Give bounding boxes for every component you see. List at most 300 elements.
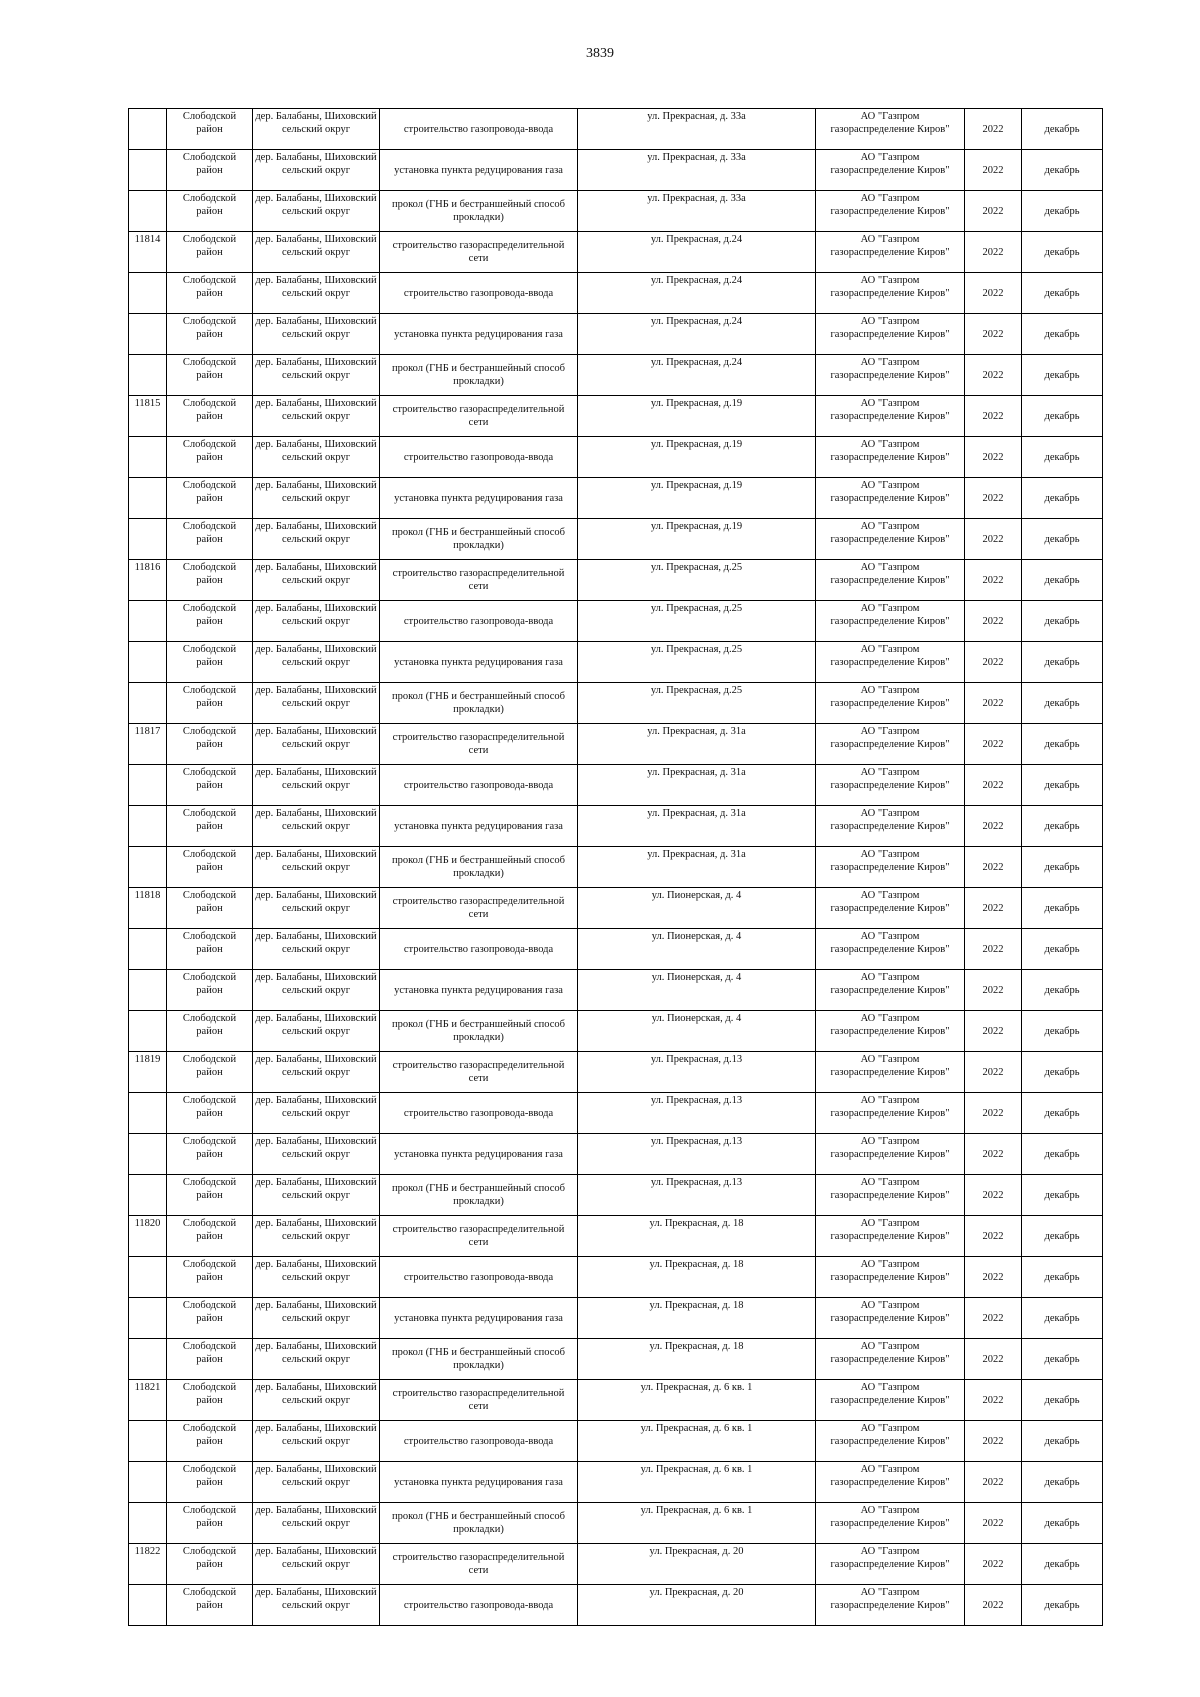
locality-cell: дер. Балабаны, Шиховский сельский округ (253, 560, 380, 601)
year-cell: 2022 (965, 232, 1022, 273)
locality-cell: дер. Балабаны, Шиховский сельский округ (253, 314, 380, 355)
locality-cell: дер. Балабаны, Шиховский сельский округ (253, 232, 380, 273)
year-cell: 2022 (965, 396, 1022, 437)
address-cell: ул. Прекрасная, д.24 (578, 355, 816, 396)
district-cell: Слободской район (167, 314, 253, 355)
table-row (129, 150, 1103, 191)
address-cell: ул. Прекрасная, д.24 (578, 314, 816, 355)
month-cell: декабрь (1022, 683, 1103, 724)
table-row (129, 1585, 1103, 1626)
address-cell: ул. Прекрасная, д.19 (578, 478, 816, 519)
month-cell: декабрь (1022, 1585, 1103, 1626)
organization-cell: АО "Газпром газораспределение Киров" (816, 478, 965, 519)
district-cell: Слободской район (167, 1339, 253, 1380)
organization-cell: АО "Газпром газораспределение Киров" (816, 847, 965, 888)
month-cell: декабрь (1022, 1216, 1103, 1257)
page-number: 3839 (586, 46, 614, 61)
year-cell: 2022 (965, 601, 1022, 642)
organization-cell: АО "Газпром газораспределение Киров" (816, 232, 965, 273)
work-type-cell: строительство газопровода-ввода (380, 929, 578, 970)
row-number-cell (129, 1011, 167, 1052)
year-cell: 2022 (965, 1339, 1022, 1380)
address-cell: ул. Прекрасная, д.19 (578, 396, 816, 437)
locality-cell: дер. Балабаны, Шиховский сельский округ (253, 683, 380, 724)
month-cell: декабрь (1022, 1093, 1103, 1134)
row-number-cell: 11817 (129, 724, 167, 765)
row-number-cell (129, 314, 167, 355)
address-cell: ул. Прекрасная, д.25 (578, 642, 816, 683)
month-cell: декабрь (1022, 437, 1103, 478)
district-cell: Слободской район (167, 396, 253, 437)
work-type-cell: строительство газораспределительной сети (380, 724, 578, 765)
month-cell: декабрь (1022, 519, 1103, 560)
work-type-cell: установка пункта редуцирования газа (380, 970, 578, 1011)
organization-cell: АО "Газпром газораспределение Киров" (816, 1339, 965, 1380)
year-cell: 2022 (965, 437, 1022, 478)
row-number-cell (129, 683, 167, 724)
table-body (129, 109, 1103, 1626)
month-cell: декабрь (1022, 478, 1103, 519)
locality-cell: дер. Балабаны, Шиховский сельский округ (253, 888, 380, 929)
month-cell: декабрь (1022, 396, 1103, 437)
month-cell: декабрь (1022, 929, 1103, 970)
locality-cell: дер. Балабаны, Шиховский сельский округ (253, 1339, 380, 1380)
work-type-cell: прокол (ГНБ и бестраншейный способ прокладки) (380, 1175, 578, 1216)
locality-cell: дер. Балабаны, Шиховский сельский округ (253, 929, 380, 970)
year-cell: 2022 (965, 1011, 1022, 1052)
row-number-cell: 11821 (129, 1380, 167, 1421)
organization-cell: АО "Газпром газораспределение Киров" (816, 1462, 965, 1503)
district-cell: Слободской район (167, 1257, 253, 1298)
locality-cell: дер. Балабаны, Шиховский сельский округ (253, 396, 380, 437)
locality-cell: дер. Балабаны, Шиховский сельский округ (253, 478, 380, 519)
locality-cell: дер. Балабаны, Шиховский сельский округ (253, 1175, 380, 1216)
month-cell: декабрь (1022, 560, 1103, 601)
address-cell: ул. Прекрасная, д. 18 (578, 1339, 816, 1380)
year-cell: 2022 (965, 478, 1022, 519)
organization-cell: АО "Газпром газораспределение Киров" (816, 1544, 965, 1585)
work-type-cell: строительство газораспределительной сети (380, 560, 578, 601)
table-row (129, 1421, 1103, 1462)
organization-cell: АО "Газпром газораспределение Киров" (816, 1175, 965, 1216)
address-cell: ул. Прекрасная, д. 6 кв. 1 (578, 1380, 816, 1421)
month-cell: декабрь (1022, 888, 1103, 929)
table-row (129, 396, 1103, 437)
row-number-cell (129, 355, 167, 396)
row-number-cell: 11816 (129, 560, 167, 601)
address-cell: ул. Пионерская, д. 4 (578, 1011, 816, 1052)
year-cell: 2022 (965, 1175, 1022, 1216)
table-row (129, 478, 1103, 519)
district-cell: Слободской район (167, 1216, 253, 1257)
locality-cell: дер. Балабаны, Шиховский сельский округ (253, 273, 380, 314)
locality-cell: дер. Балабаны, Шиховский сельский округ (253, 1216, 380, 1257)
organization-cell: АО "Газпром газораспределение Киров" (816, 273, 965, 314)
month-cell: декабрь (1022, 1339, 1103, 1380)
address-cell: ул. Прекрасная, д.19 (578, 519, 816, 560)
work-type-cell: строительство газопровода-ввода (380, 109, 578, 150)
work-type-cell: строительство газопровода-ввода (380, 273, 578, 314)
table-row (129, 1503, 1103, 1544)
district-cell: Слободской район (167, 1093, 253, 1134)
locality-cell: дер. Балабаны, Шиховский сельский округ (253, 519, 380, 560)
table-row (129, 1134, 1103, 1175)
district-cell: Слободской район (167, 1011, 253, 1052)
table-row (129, 1257, 1103, 1298)
district-cell: Слободской район (167, 478, 253, 519)
row-number-cell (129, 1503, 167, 1544)
month-cell: декабрь (1022, 150, 1103, 191)
table-row (129, 1544, 1103, 1585)
address-cell: ул. Прекрасная, д. 31а (578, 847, 816, 888)
organization-cell: АО "Газпром газораспределение Киров" (816, 560, 965, 601)
table-row (129, 642, 1103, 683)
table-row (129, 314, 1103, 355)
district-cell: Слободской район (167, 437, 253, 478)
organization-cell: АО "Газпром газораспределение Киров" (816, 355, 965, 396)
district-cell: Слободской район (167, 273, 253, 314)
organization-cell: АО "Газпром газораспределение Киров" (816, 396, 965, 437)
year-cell: 2022 (965, 191, 1022, 232)
organization-cell: АО "Газпром газораспределение Киров" (816, 888, 965, 929)
work-type-cell: строительство газопровода-ввода (380, 1585, 578, 1626)
locality-cell: дер. Балабаны, Шиховский сельский округ (253, 1380, 380, 1421)
table-row (129, 806, 1103, 847)
locality-cell: дер. Балабаны, Шиховский сельский округ (253, 109, 380, 150)
locality-cell: дер. Балабаны, Шиховский сельский округ (253, 1011, 380, 1052)
row-number-cell (129, 1421, 167, 1462)
table-row (129, 355, 1103, 396)
month-cell: декабрь (1022, 970, 1103, 1011)
locality-cell: дер. Балабаны, Шиховский сельский округ (253, 355, 380, 396)
year-cell: 2022 (965, 1380, 1022, 1421)
row-number-cell: 11820 (129, 1216, 167, 1257)
row-number-cell: 11822 (129, 1544, 167, 1585)
table-row (129, 847, 1103, 888)
work-type-cell: строительство газораспределительной сети (380, 1380, 578, 1421)
address-cell: ул. Прекрасная, д. 31а (578, 724, 816, 765)
organization-cell: АО "Газпром газораспределение Киров" (816, 1421, 965, 1462)
district-cell: Слободской район (167, 1380, 253, 1421)
work-type-cell: установка пункта редуцирования газа (380, 150, 578, 191)
table-row (129, 929, 1103, 970)
table-row (129, 1011, 1103, 1052)
month-cell: декабрь (1022, 109, 1103, 150)
work-type-cell: прокол (ГНБ и бестраншейный способ прокладки) (380, 683, 578, 724)
row-number-cell (129, 109, 167, 150)
address-cell: ул. Пионерская, д. 4 (578, 929, 816, 970)
row-number-cell (129, 929, 167, 970)
month-cell: декабрь (1022, 1175, 1103, 1216)
district-cell: Слободской район (167, 232, 253, 273)
work-type-cell: прокол (ГНБ и бестраншейный способ прокладки) (380, 1503, 578, 1544)
organization-cell: АО "Газпром газораспределение Киров" (816, 150, 965, 191)
work-type-cell: установка пункта редуцирования газа (380, 1462, 578, 1503)
address-cell: ул. Пионерская, д. 4 (578, 888, 816, 929)
organization-cell: АО "Газпром газораспределение Киров" (816, 806, 965, 847)
locality-cell: дер. Балабаны, Шиховский сельский округ (253, 806, 380, 847)
district-cell: Слободской район (167, 1298, 253, 1339)
year-cell: 2022 (965, 847, 1022, 888)
month-cell: декабрь (1022, 1134, 1103, 1175)
table-row (129, 1175, 1103, 1216)
address-cell: ул. Прекрасная, д. 20 (578, 1544, 816, 1585)
year-cell: 2022 (965, 642, 1022, 683)
district-cell: Слободской район (167, 1503, 253, 1544)
table-row (129, 724, 1103, 765)
address-cell: ул. Прекрасная, д.24 (578, 273, 816, 314)
locality-cell: дер. Балабаны, Шиховский сельский округ (253, 1544, 380, 1585)
address-cell: ул. Прекрасная, д.19 (578, 437, 816, 478)
work-type-cell: строительство газопровода-ввода (380, 765, 578, 806)
address-cell: ул. Прекрасная, д. 18 (578, 1298, 816, 1339)
address-cell: ул. Пионерская, д. 4 (578, 970, 816, 1011)
district-cell: Слободской район (167, 683, 253, 724)
district-cell: Слободской район (167, 150, 253, 191)
district-cell: Слободской район (167, 601, 253, 642)
locality-cell: дер. Балабаны, Шиховский сельский округ (253, 724, 380, 765)
address-cell: ул. Прекрасная, д.13 (578, 1093, 816, 1134)
table-row (129, 970, 1103, 1011)
work-type-cell: строительство газопровода-ввода (380, 1421, 578, 1462)
table-row (129, 1339, 1103, 1380)
year-cell: 2022 (965, 560, 1022, 601)
locality-cell: дер. Балабаны, Шиховский сельский округ (253, 1462, 380, 1503)
month-cell: декабрь (1022, 1380, 1103, 1421)
row-number-cell (129, 273, 167, 314)
row-number-cell (129, 519, 167, 560)
address-cell: ул. Прекрасная, д.24 (578, 232, 816, 273)
year-cell: 2022 (965, 970, 1022, 1011)
row-number-cell (129, 847, 167, 888)
organization-cell: АО "Газпром газораспределение Киров" (816, 1298, 965, 1339)
district-cell: Слободской район (167, 970, 253, 1011)
organization-cell: АО "Газпром газораспределение Киров" (816, 437, 965, 478)
work-type-cell: строительство газораспределительной сети (380, 1544, 578, 1585)
district-cell: Слободской район (167, 1421, 253, 1462)
month-cell: декабрь (1022, 314, 1103, 355)
organization-cell: АО "Газпром газораспределение Киров" (816, 519, 965, 560)
locality-cell: дер. Балабаны, Шиховский сельский округ (253, 970, 380, 1011)
district-cell: Слободской район (167, 1134, 253, 1175)
row-number-cell (129, 1585, 167, 1626)
table-row (129, 601, 1103, 642)
work-type-cell: строительство газопровода-ввода (380, 1257, 578, 1298)
month-cell: декабрь (1022, 765, 1103, 806)
address-cell: ул. Прекрасная, д.13 (578, 1134, 816, 1175)
organization-cell: АО "Газпром газораспределение Киров" (816, 1216, 965, 1257)
row-number-cell (129, 1339, 167, 1380)
district-cell: Слободской район (167, 1544, 253, 1585)
district-cell: Слободской район (167, 888, 253, 929)
work-type-cell: прокол (ГНБ и бестраншейный способ прокладки) (380, 1011, 578, 1052)
address-cell: ул. Прекрасная, д.25 (578, 683, 816, 724)
month-cell: декабрь (1022, 232, 1103, 273)
row-number-cell (129, 1175, 167, 1216)
work-type-cell: установка пункта редуцирования газа (380, 1134, 578, 1175)
locality-cell: дер. Балабаны, Шиховский сельский округ (253, 150, 380, 191)
works-table (128, 108, 1103, 1626)
address-cell: ул. Прекрасная, д.25 (578, 601, 816, 642)
month-cell: декабрь (1022, 191, 1103, 232)
table-row (129, 560, 1103, 601)
year-cell: 2022 (965, 929, 1022, 970)
district-cell: Слободской район (167, 109, 253, 150)
year-cell: 2022 (965, 1298, 1022, 1339)
locality-cell: дер. Балабаны, Шиховский сельский округ (253, 1298, 380, 1339)
organization-cell: АО "Газпром газораспределение Киров" (816, 191, 965, 232)
year-cell: 2022 (965, 1503, 1022, 1544)
locality-cell: дер. Балабаны, Шиховский сельский округ (253, 1134, 380, 1175)
table-row (129, 191, 1103, 232)
work-type-cell: прокол (ГНБ и бестраншейный способ прокладки) (380, 847, 578, 888)
locality-cell: дер. Балабаны, Шиховский сельский округ (253, 437, 380, 478)
address-cell: ул. Прекрасная, д. 6 кв. 1 (578, 1462, 816, 1503)
row-number-cell (129, 970, 167, 1011)
row-number-cell (129, 642, 167, 683)
table-row (129, 1216, 1103, 1257)
month-cell: декабрь (1022, 1011, 1103, 1052)
row-number-cell (129, 1257, 167, 1298)
year-cell: 2022 (965, 683, 1022, 724)
work-type-cell: прокол (ГНБ и бестраншейный способ прокладки) (380, 191, 578, 232)
month-cell: декабрь (1022, 355, 1103, 396)
row-number-cell (129, 191, 167, 232)
table-row (129, 683, 1103, 724)
row-number-cell (129, 806, 167, 847)
district-cell: Слободской район (167, 1585, 253, 1626)
address-cell: ул. Прекрасная, д. 33а (578, 191, 816, 232)
row-number-cell (129, 437, 167, 478)
month-cell: декабрь (1022, 1503, 1103, 1544)
table-row (129, 1462, 1103, 1503)
work-type-cell: прокол (ГНБ и бестраншейный способ прокладки) (380, 519, 578, 560)
address-cell: ул. Прекрасная, д. 6 кв. 1 (578, 1421, 816, 1462)
work-type-cell: строительство газораспределительной сети (380, 1052, 578, 1093)
row-number-cell (129, 478, 167, 519)
work-type-cell: установка пункта редуцирования газа (380, 806, 578, 847)
organization-cell: АО "Газпром газораспределение Киров" (816, 642, 965, 683)
year-cell: 2022 (965, 724, 1022, 765)
address-cell: ул. Прекрасная, д. 18 (578, 1216, 816, 1257)
year-cell: 2022 (965, 1585, 1022, 1626)
organization-cell: АО "Газпром газораспределение Киров" (816, 929, 965, 970)
work-type-cell: строительство газораспределительной сети (380, 396, 578, 437)
organization-cell: АО "Газпром газораспределение Киров" (816, 109, 965, 150)
table-row (129, 519, 1103, 560)
table-row (129, 273, 1103, 314)
organization-cell: АО "Газпром газораспределение Киров" (816, 724, 965, 765)
organization-cell: АО "Газпром газораспределение Киров" (816, 765, 965, 806)
row-number-cell: 11819 (129, 1052, 167, 1093)
table-row (129, 232, 1103, 273)
year-cell: 2022 (965, 1052, 1022, 1093)
work-type-cell: установка пункта редуцирования газа (380, 478, 578, 519)
organization-cell: АО "Газпром газораспределение Киров" (816, 1380, 965, 1421)
work-type-cell: установка пункта редуцирования газа (380, 642, 578, 683)
year-cell: 2022 (965, 150, 1022, 191)
district-cell: Слободской район (167, 1462, 253, 1503)
work-type-cell: установка пункта редуцирования газа (380, 314, 578, 355)
month-cell: декабрь (1022, 642, 1103, 683)
organization-cell: АО "Газпром газораспределение Киров" (816, 1585, 965, 1626)
address-cell: ул. Прекрасная, д. 20 (578, 1585, 816, 1626)
locality-cell: дер. Балабаны, Шиховский сельский округ (253, 1421, 380, 1462)
address-cell: ул. Прекрасная, д. 33а (578, 109, 816, 150)
table-row (129, 1380, 1103, 1421)
table-row (129, 1298, 1103, 1339)
address-cell: ул. Прекрасная, д. 33а (578, 150, 816, 191)
district-cell: Слободской район (167, 355, 253, 396)
row-number-cell: 11815 (129, 396, 167, 437)
organization-cell: АО "Газпром газораспределение Киров" (816, 601, 965, 642)
organization-cell: АО "Газпром газораспределение Киров" (816, 1503, 965, 1544)
address-cell: ул. Прекрасная, д.13 (578, 1175, 816, 1216)
year-cell: 2022 (965, 806, 1022, 847)
district-cell: Слободской район (167, 191, 253, 232)
address-cell: ул. Прекрасная, д. 18 (578, 1257, 816, 1298)
year-cell: 2022 (965, 765, 1022, 806)
locality-cell: дер. Балабаны, Шиховский сельский округ (253, 191, 380, 232)
locality-cell: дер. Балабаны, Шиховский сельский округ (253, 1503, 380, 1544)
row-number-cell: 11814 (129, 232, 167, 273)
row-number-cell (129, 1298, 167, 1339)
district-cell: Слободской район (167, 1175, 253, 1216)
address-cell: ул. Прекрасная, д. 6 кв. 1 (578, 1503, 816, 1544)
district-cell: Слободской район (167, 642, 253, 683)
district-cell: Слободской район (167, 929, 253, 970)
year-cell: 2022 (965, 273, 1022, 314)
address-cell: ул. Прекрасная, д. 31а (578, 765, 816, 806)
locality-cell: дер. Балабаны, Шиховский сельский округ (253, 847, 380, 888)
organization-cell: АО "Газпром газораспределение Киров" (816, 970, 965, 1011)
district-cell: Слободской район (167, 847, 253, 888)
address-cell: ул. Прекрасная, д.25 (578, 560, 816, 601)
year-cell: 2022 (965, 1134, 1022, 1175)
year-cell: 2022 (965, 1216, 1022, 1257)
month-cell: декабрь (1022, 601, 1103, 642)
district-cell: Слободской район (167, 765, 253, 806)
address-cell: ул. Прекрасная, д.13 (578, 1052, 816, 1093)
month-cell: декабрь (1022, 724, 1103, 765)
work-type-cell: строительство газопровода-ввода (380, 1093, 578, 1134)
year-cell: 2022 (965, 314, 1022, 355)
work-type-cell: строительство газораспределительной сети (380, 232, 578, 273)
table-row (129, 109, 1103, 150)
organization-cell: АО "Газпром газораспределение Киров" (816, 1052, 965, 1093)
work-type-cell: прокол (ГНБ и бестраншейный способ прокладки) (380, 355, 578, 396)
month-cell: декабрь (1022, 1544, 1103, 1585)
locality-cell: дер. Балабаны, Шиховский сельский округ (253, 642, 380, 683)
year-cell: 2022 (965, 109, 1022, 150)
table-row (129, 765, 1103, 806)
district-cell: Слободской район (167, 519, 253, 560)
year-cell: 2022 (965, 1544, 1022, 1585)
address-cell: ул. Прекрасная, д. 31а (578, 806, 816, 847)
year-cell: 2022 (965, 1421, 1022, 1462)
work-type-cell: строительство газораспределительной сети (380, 1216, 578, 1257)
year-cell: 2022 (965, 1462, 1022, 1503)
year-cell: 2022 (965, 519, 1022, 560)
month-cell: декабрь (1022, 1298, 1103, 1339)
work-type-cell: установка пункта редуцирования газа (380, 1298, 578, 1339)
district-cell: Слободской район (167, 806, 253, 847)
month-cell: декабрь (1022, 1462, 1103, 1503)
table-row (129, 1052, 1103, 1093)
year-cell: 2022 (965, 1093, 1022, 1134)
district-cell: Слободской район (167, 724, 253, 765)
row-number-cell (129, 1462, 167, 1503)
